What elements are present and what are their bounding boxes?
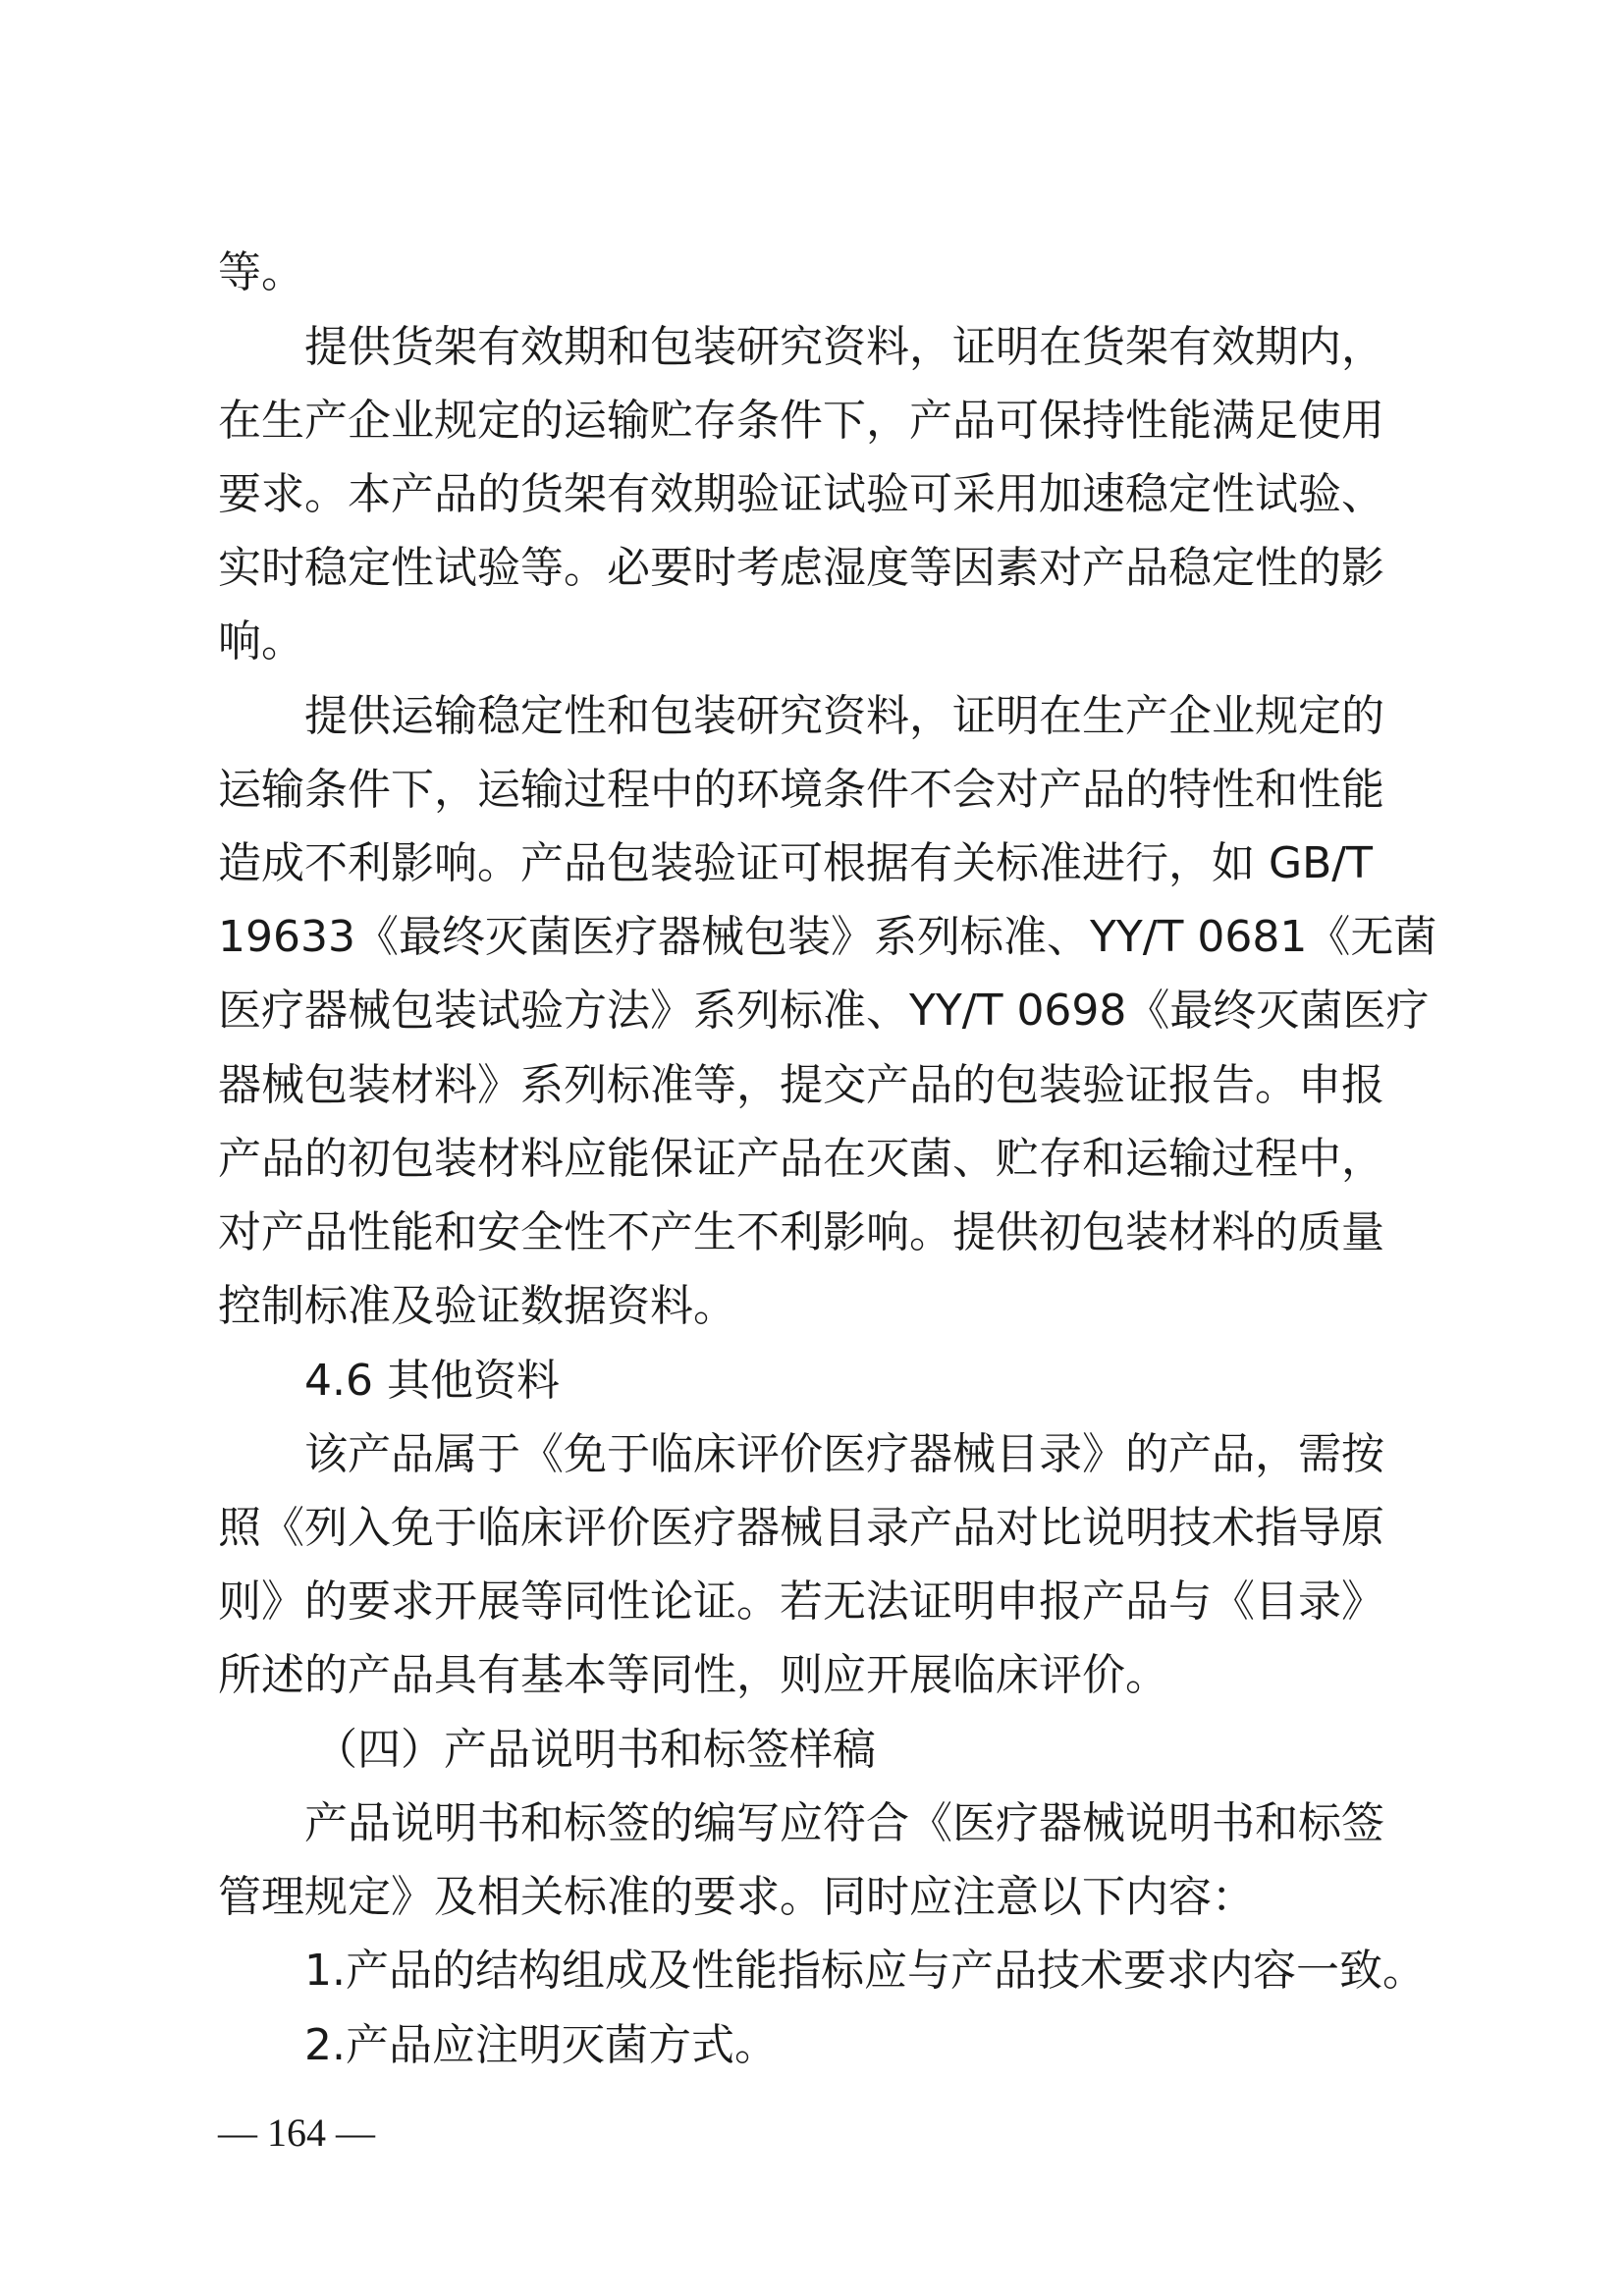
text-line: 运输条件下，运输过程中的环境条件不会对产品的特性和性能 — [218, 765, 1384, 815]
text-line: 实时稳定性试验等。必要时考虑湿度等因素对产品稳定性的影 — [218, 543, 1384, 593]
text-line: 对产品性能和安全性不产生不利影响。提供初包装材料的质量 — [218, 1207, 1384, 1257]
section-heading: （四）产品说明书和标签样稿 — [314, 1725, 876, 1775]
paragraph-start-line: 提供运输稳定性和包装研究资料，证明在生产企业规定的 — [304, 691, 1384, 741]
text-line: 器械包装材料》系列标准等，提交产品的包装验证报告。申报 — [218, 1060, 1384, 1110]
text-line: 管理规定》及相关标准的要求。同时应注意以下内容： — [218, 1872, 1255, 1922]
section-heading: 4.6 其他资料 — [304, 1356, 560, 1406]
text-line: 医疗器械包装试验方法》系列标准、YY/T 0698《最终灭菌医疗 — [218, 986, 1430, 1036]
text-line: 产品的初包装材料应能保证产品在灭菌、贮存和运输过程中， — [218, 1134, 1384, 1184]
text-line: 控制标准及验证数据资料。 — [218, 1281, 736, 1331]
text-line: 则》的要求开展等同性论证。若无法证明申报产品与《目录》 — [218, 1576, 1384, 1627]
text-line: 响。 — [218, 616, 304, 667]
text-line: 照《列入免于临床评价医疗器械目录产品对比说明技术指导原 — [218, 1503, 1384, 1553]
paragraph-start-line: 提供货架有效期和包装研究资料，证明在货架有效期内， — [304, 322, 1384, 372]
text-line: 所述的产品具有基本等同性，则应开展临床评价。 — [218, 1650, 1168, 1700]
list-item: 2.产品应注明灭菌方式。 — [304, 2020, 778, 2070]
text-line: 在生产企业规定的运输贮存条件下，产品可保持性能满足使用 — [218, 396, 1384, 446]
page-number: — 164 — — [218, 2110, 375, 2155]
text-line: 造成不利影响。产品包装验证可根据有关标准进行，如 GB/T — [218, 838, 1373, 888]
text-line: 19633《最终灭菌医疗器械包装》系列标准、YY/T 0681《无菌 — [218, 912, 1437, 962]
list-item: 1.产品的结构组成及性能指标应与产品技术要求内容一致。 — [304, 1946, 1426, 1996]
text-line: 等。 — [218, 247, 304, 297]
text-line: 要求。本产品的货架有效期验证试验可采用加速稳定性试验、 — [218, 469, 1384, 519]
paragraph-start-line: 该产品属于《免于临床评价医疗器械目录》的产品，需按 — [304, 1429, 1384, 1479]
paragraph-start-line: 产品说明书和标签的编写应符合《医疗器械说明书和标签 — [304, 1798, 1384, 1848]
